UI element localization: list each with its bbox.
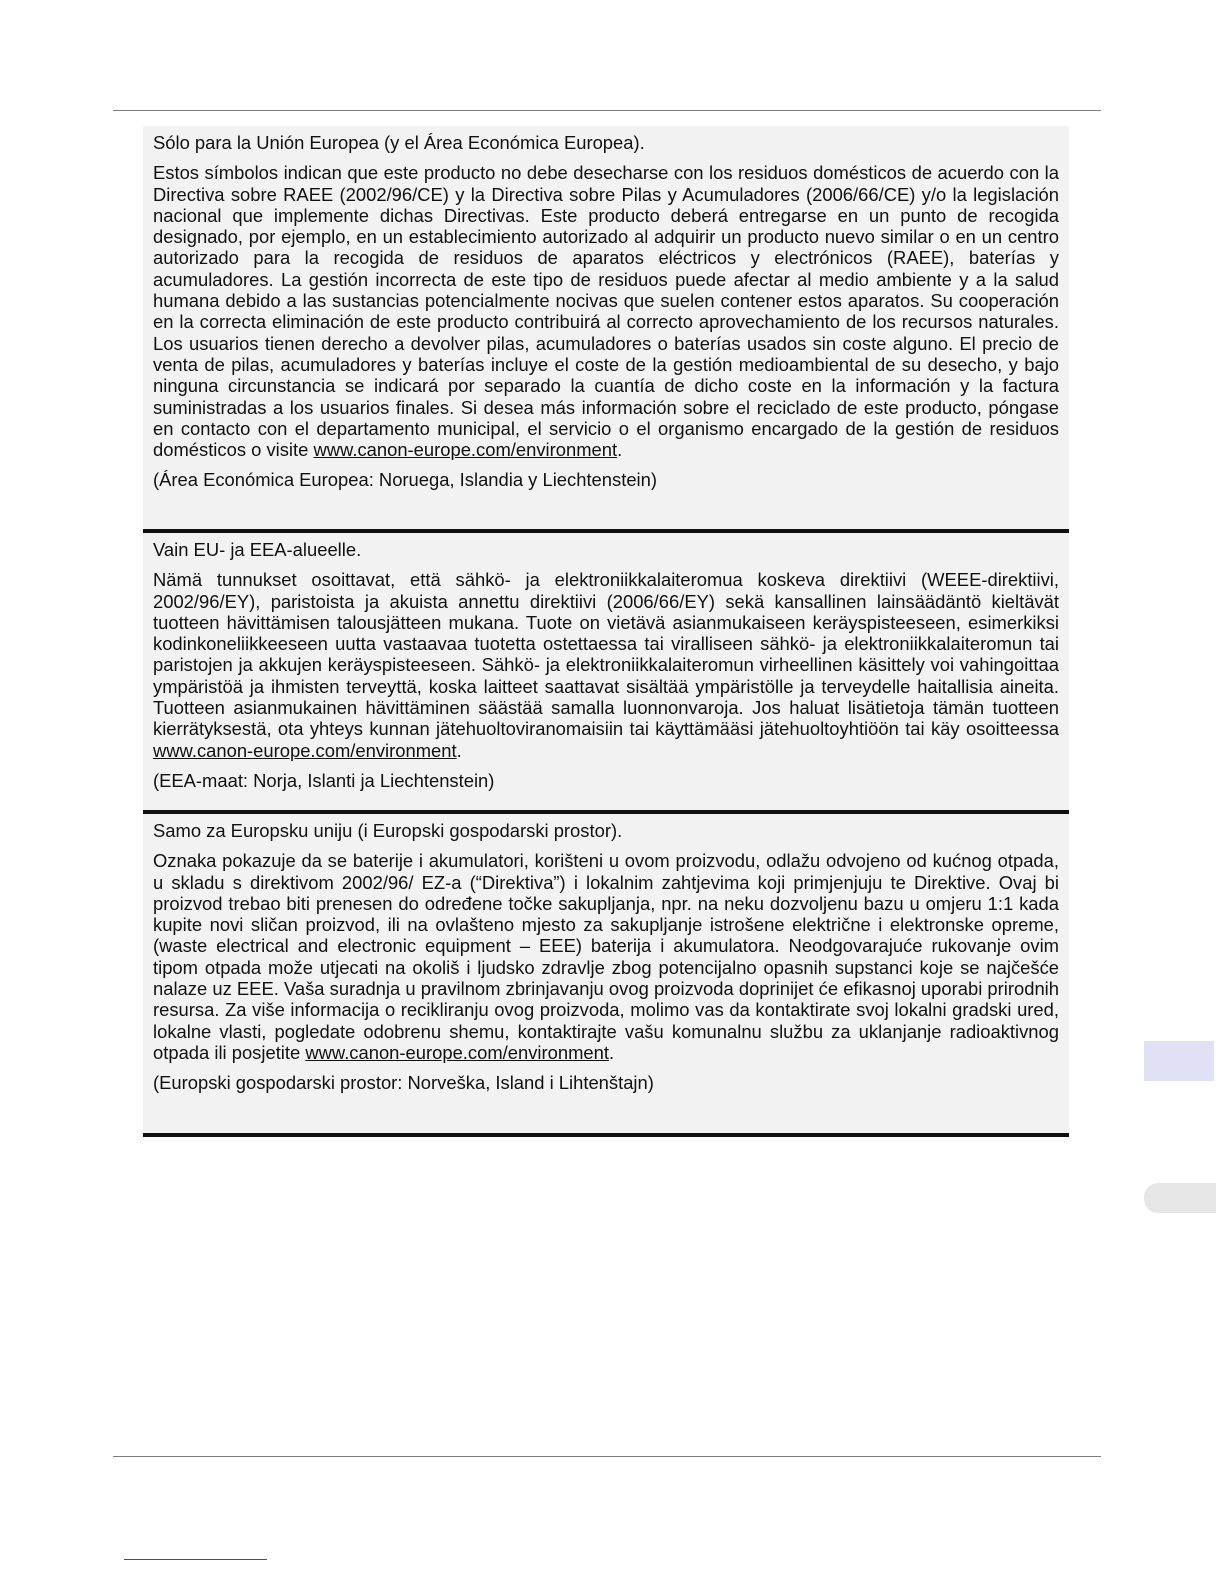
- notice-heading: Vain EU- ja EEA-alueelle.: [153, 539, 362, 560]
- notice-finnish: [143, 533, 1069, 814]
- notice-body: [153, 850, 1059, 1063]
- link-suffix: .: [456, 739, 462, 761]
- notice-spanish: [143, 126, 1069, 533]
- notice-footnote: (EEA-maat: Norja, Islanti ja Liechtenstein): [153, 769, 495, 791]
- notice-body-text: Estos símbolos indican que este producto no debe desecharse con los residuos domésticos de acuerdo con la Directiva sobre RAEE (2002/96/CE) y la Directiva sobre Pilas y Acumuladores (2006/66/CE) y/o la legislación nacional que implemente dichas Directivas. Este producto deberá entregarse en un punto de recogida designado, por ejemplo, en un establecimiento autorizado al adquirir un producto nuevo similar o en un centro autorizado para la recogida de residuos de aparatos eléctricos y electrónicos (RAEE), baterías y acumuladores. La gestión incorrecta de este tipo de residuos puede afectar al medio ambiente y a la salud humana debido a las sustancias potencialmente nocivas que suelen contener estos aparatos. Su cooperación en la correcta eliminación de este producto contribuirá al correcto aprovechamiento de los recursos naturales. Los usuarios tienen derecho a devolver pilas, acumuladores o baterías usados sin coste alguno. El precio de venta de pilas, acumuladores y baterías incluye el coste de la gestión medioambiental de su desecho, y bajo ninguna circunstancia se indicará por separado la cuantía de dicho coste en la información y la factura suministradas a los usuarios finales. Si desea más información sobre el reciclado de este producto, póngase en contacto con el departamento municipal, el servicio o el organismo encargado de la gestión de residuos domésticos o visite: [153, 162, 1059, 461]
- environment-link[interactable]: www.canon-europe.com/environment: [305, 1041, 609, 1063]
- link-suffix: .: [608, 1041, 615, 1063]
- footer-link-underline: [124, 1559, 267, 1560]
- notice-footnote: (Área Económica Europea: Noruega, Islandia y Liechtenstein): [153, 469, 657, 491]
- header-rule: [113, 110, 1101, 111]
- index-tab[interactable]: [1144, 1183, 1216, 1213]
- notice-body-text: Nämä tunnukset osoittavat, että sähkö- ja elektroniikkalaiteromua koskeva direktiivi (WEEE-direktiivi, 2002/96/EY), paristoista ja akuista annettu direktiivi (2006/66/EY) sekä kansallinen lainsäädäntö kieltävät tuotteen hävittämisen talousjätteen mukana. Tuote on vietävä asianmukaiseen keräyspisteeseen, esimerkiksi kodinkoneliikkeeseen uutta vastaavaa tuotetta ostettaessa tai viralliseen sähkö- ja elektroniikkalaiteromun tai paristojen ja akkujen keräyspisteeseen. Sähkö- ja elektroniikkalaiteromun virheellinen käsittely voi vahingoittaa ympäristöä ja ihmisten terveyttä, koska laitteet saattavat sisältää ympäristölle ja terveydelle haitallisia aineita. Tuotteen asianmukainen hävittäminen säästää samalla luonnonvaroja. Jos haluat lisätietoja tämän tuotteen kierrätyksestä, ota yhteys kunnan jätehuoltoviranomaisiin tai käyttämääsi jätehuoltoyhtiöön tai käy osoitteessa: [153, 569, 1059, 740]
- footer-rule: [113, 1456, 1101, 1457]
- notice-body-text: Oznaka pokazuje da se baterije i akumulatori, korišteni u ovom proizvodu, odlažu odvojeno od kućnog otpada, u skladu s direktivom 2002/96/ EZ-a (“Direktiva”) i lokalnim zahtjevima koji primjenjuju te Direktive. Ovaj bi proizvod trebao biti prenesen do određene točke sakupljanja, npr. na neku dozvoljenu bazu u omjeru 1:1 kada kupite novi sličan proizvod, ili na ovlašteno mjesto za sakupljanje istrošene električne i elektronske opreme, (waste electrical and electronic equipment – EEE) baterija i akumulatora. Neodgovarajuće rukovanje ovim tipom otpada može utjecati na okoliš i ljudsko zdravlje zbog potencijalno opasnih supstanci koje se najčešće nalaze uz EEE. Vaša suradnja u pravilnom zbrinjavanju ovog proizvoda doprinijet će efikasnoj uporabi prirodnih resursa. Za više informacija o recikliranju ovog proizvoda, molimo vas da kontaktirate svoj lokalni gradski ured, lokalne vlasti, pogledate odobrenu shemu, kontaktirajte vašu komunalnu službu za uklanjanje radioaktivnog otpada ili posjetite: [153, 850, 1059, 1063]
- notice-body: [153, 569, 1059, 761]
- link-suffix: .: [617, 439, 623, 461]
- environment-link[interactable]: www.canon-europe.com/environment: [153, 739, 457, 761]
- recycling-notices: [143, 126, 1069, 1137]
- notice-croatian: [143, 814, 1069, 1137]
- environment-link[interactable]: www.canon-europe.com/environment: [313, 439, 618, 461]
- chapter-tab[interactable]: [1144, 1041, 1214, 1081]
- notice-heading: Samo za Europsku uniju (i Europski gospodarski prostor).: [153, 820, 623, 841]
- notice-footnote: (Europski gospodarski prostor: Norveška, Island i Lihtenštajn): [153, 1072, 654, 1094]
- notice-body: [153, 162, 1059, 460]
- notice-heading: Sólo para la Unión Europea (y el Área Económica Europea).: [153, 132, 645, 153]
